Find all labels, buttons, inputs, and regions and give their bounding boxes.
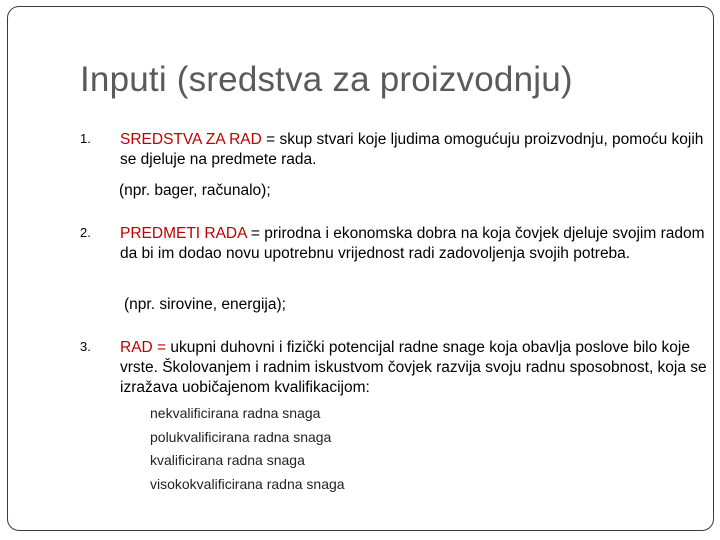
- qualification-list: [150, 402, 345, 496]
- item-example: (npr. bager, računalo);: [119, 182, 271, 199]
- item-term: PREDMETI RADA: [120, 225, 247, 242]
- item-definition: = prirodna i ekonomska dobra na koja čovjek djeluje svojim radom da bi im dodao novu upotrebnu vrijednost radi zadovoljenja svojih potreba.: [120, 225, 705, 262]
- item-number: 3.: [80, 339, 91, 354]
- item-number: 1.: [80, 131, 91, 146]
- qualification-item: nekvalificirana radna snaga: [150, 405, 321, 421]
- item-term: RAD =: [120, 339, 167, 356]
- qualification-item: polukvalificirana radna snaga: [150, 428, 332, 445]
- item-body: [120, 338, 710, 398]
- item-number: 2.: [80, 225, 91, 240]
- item-body: [120, 224, 710, 264]
- item-example: (npr. sirovine, energija);: [124, 296, 286, 313]
- item-definition: = skup stvari koje ljudima omogućuju proizvodnju, pomoću kojih se djeluje na predmete rada.: [120, 131, 704, 168]
- item-definition: ukupni duhovni i fizički potencijal radne snage koja obavlja poslove bilo koje vrste. Školovanjem i radnim iskustvom čovjek razvija svoju radnu sposobnost, koja se izražava uobičajenom kvalifikacijom:: [120, 339, 707, 396]
- qualification-item: visokokvalificirana radna snaga: [150, 475, 345, 492]
- item-term: SREDSTVA ZA RAD: [120, 131, 262, 148]
- qualification-item: kvalificirana radna snaga: [150, 452, 305, 468]
- slide-title: Inputi (sredstva za proizvodnju): [80, 60, 573, 99]
- item-body: [120, 130, 710, 170]
